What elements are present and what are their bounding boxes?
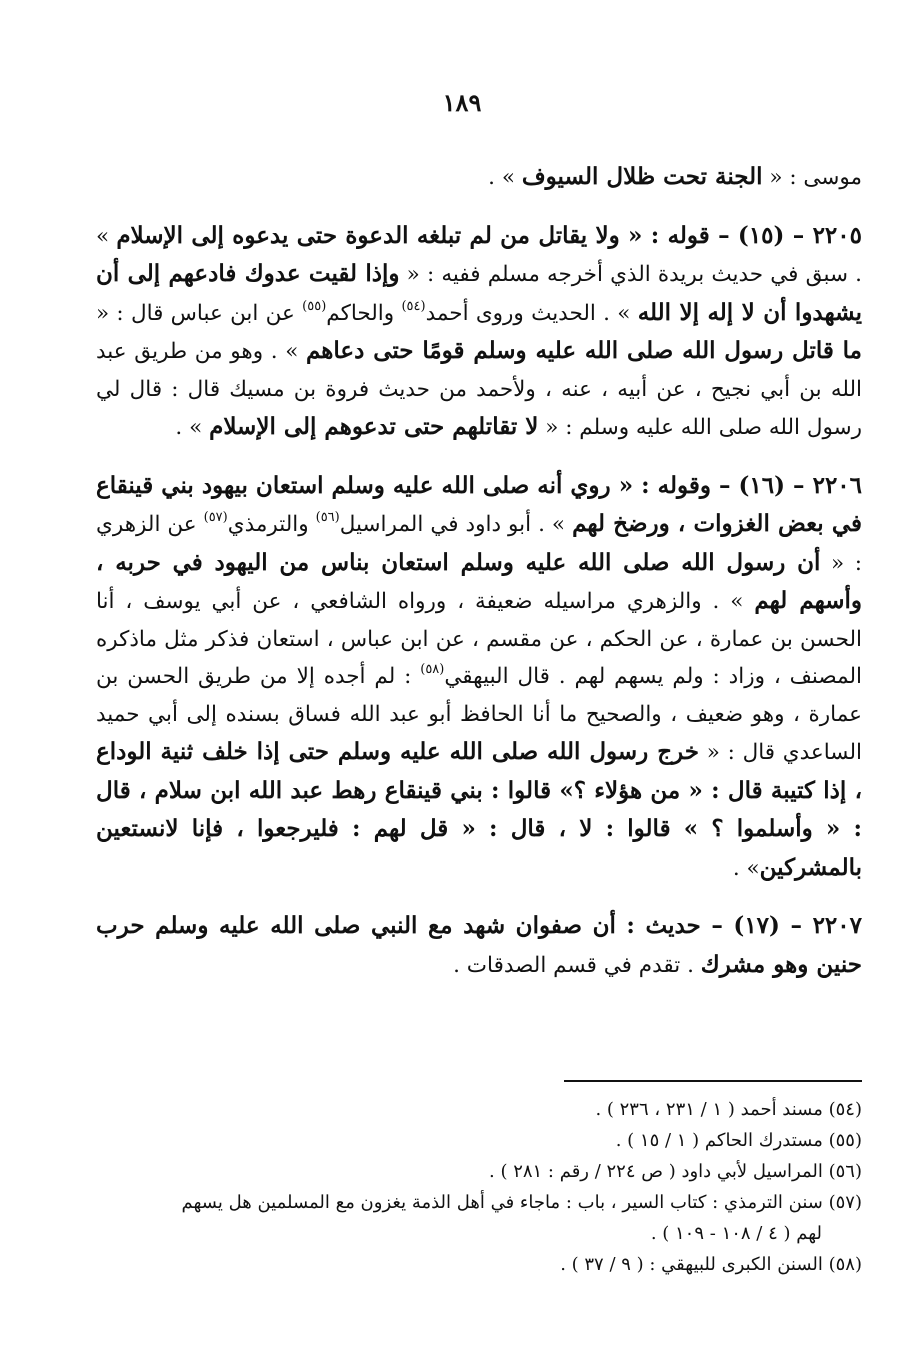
footnote-ref: (٥٥) xyxy=(302,298,327,314)
text-run: » . xyxy=(175,415,210,440)
bold-text-run: ولا يقاتل من لم تبلغه الدعوة حتى يدعوه إلى الإسلام xyxy=(116,221,620,249)
footnote-text: (٥٦) المراسيل لأبي داود ( ص ٢٢٤ / رقم : ٢٨١ ) . xyxy=(489,1161,862,1182)
text-run: والحاكم xyxy=(326,300,402,326)
bold-text-run: أن صفوان شهد مع النبي صلى الله عليه وسلم حرب حنين وهو مشرك xyxy=(96,912,862,978)
footnote-57 xyxy=(96,1187,862,1249)
bold-text-run: روي أنه صلى الله عليه وسلم استعان بيهود بني قينقاع في بعض الغزوات ، ورضخ لهم xyxy=(96,471,863,537)
bold-text-run: ٢٢٠٧ – (١٧) – حديث : xyxy=(615,912,862,939)
text-run: عن ابن عباس قال : « xyxy=(96,300,303,326)
footnote-ref: (٥٨) xyxy=(420,662,445,677)
text-run: » . أبو داود في المراسيل xyxy=(339,512,573,537)
text-run: موسى : « xyxy=(762,165,862,190)
footnote-ref: (٥٦) xyxy=(315,510,340,525)
footnote-text: (٥٤) مسند أحمد ( ١ / ٢٣١ ، ٢٣٦ ) . xyxy=(595,1099,862,1120)
footnote-text: (٥٧) سنن الترمذي : كتاب السير ، باب : ماجاء في أهل الذمة يغزون مع المسلمين هل يسهم xyxy=(181,1192,862,1213)
text-run: : لم أجده إلا من طريق الحسن بن عمارة ، وهو ضعيف ، والصحيح ما أنا الحافظ أبو عبد الله فساق بسنده إلى أبي حميد الساعدي قال : « xyxy=(96,664,862,765)
bold-text-run: الجنة تحت ظلال السيوف xyxy=(521,163,763,190)
footnote-text: (٥٨) السنن الكبرى للبيهقي : ( ٩ / ٣٧ ) . xyxy=(560,1254,862,1275)
footnote-continuation: لهم ( ٤ / ١٠٨ - ١٠٩ ) . xyxy=(650,1223,822,1244)
bold-text-run: ٢٢٠٥ – (١٥) – قوله : « xyxy=(619,221,862,249)
paragraph-hadith-2205 xyxy=(96,217,862,447)
text-run: » . سبق في حديث بريدة الذي أخرجه مسلم ففيه : « xyxy=(96,223,863,287)
footnote-text: (٥٥) مستدرك الحاكم ( ١ / ١٥ ) . xyxy=(615,1130,862,1151)
text-run: » . وهو من طريق عبد الله بن أبي نجيح ، عن أبيه ، عنه ، ولأحمد من حديث فروة بن مسيك قال : قال لي رسول الله صلى الله عليه وسلم : « xyxy=(96,339,862,440)
footnotes xyxy=(96,1094,862,1280)
text-run: » . xyxy=(488,165,522,190)
footnote-55 xyxy=(96,1125,862,1156)
text-run: » . xyxy=(732,855,760,881)
text-run: » . الحديث وروى أحمد xyxy=(425,300,638,326)
bold-text-run: وإذا لقيت عدوك فادعهم إلى أن يشهدوا أن لا إله إلا الله xyxy=(96,260,863,326)
footnote-ref: (٥٤) xyxy=(401,298,426,314)
bold-text-run: ما قاتل رسول الله صلى الله عليه وسلم قومًا حتى دعاهم xyxy=(305,337,862,364)
bold-text-run: خرج رسول الله صلى الله عليه وسلم حتى إذا خلف ثنية الوداع ، إذا كتيبة قال : « من هؤلاء ؟» قالوا : بني قينقاع رهط عبد الله ابن سلام ، قال : « وأسلموا ؟ » قالوا : لا ، قال : « قل لهم : فليرجعوا ، فإنا لانستعين بالمشركين xyxy=(96,738,862,881)
paragraph-intro xyxy=(96,158,862,197)
footnote-divider xyxy=(564,1080,862,1082)
bold-text-run: لا تقاتلهم حتى تدعوهم إلى الإسلام xyxy=(209,413,539,440)
paragraph-hadith-2207 xyxy=(96,907,862,984)
footnote-58 xyxy=(96,1249,862,1280)
main-text xyxy=(96,158,862,1004)
text-run: عن الزهري : « xyxy=(96,512,862,576)
text-run: . تقدم في قسم الصدقات . xyxy=(453,952,701,978)
bold-text-run: ٢٢٠٦ – (١٦) – وقوله : « xyxy=(610,471,863,499)
page-number: ١٨٩ xyxy=(442,88,482,117)
text-run: » . والزهري مراسيله ضعيفة ، ورواه الشافعي ، عن أبي يوسف ، أنا الحسن بن عمارة ، عن الحكم ، عن مقسم ، عن ابن عباس ، استعان فذكر مثل ماذكره المصنف ، وزاد : ولم يسهم لهم . قال البيهقي xyxy=(96,589,862,689)
text-run: والترمذي xyxy=(227,512,316,537)
footnote-56 xyxy=(96,1156,862,1187)
bold-text-run: أن رسول الله صلى الله عليه وسلم استعان بناس من اليهود في حربه ، وأسهم لهم xyxy=(96,548,862,614)
paragraph-hadith-2206 xyxy=(96,467,862,888)
footnote-54 xyxy=(96,1094,862,1125)
footnote-ref: (٥٧) xyxy=(203,510,228,525)
